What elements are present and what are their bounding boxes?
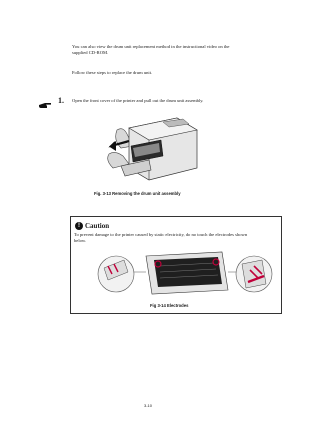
follow-steps-text: Follow these steps to replace the drum unit. (72, 70, 153, 75)
pointing-hand-icon (38, 96, 52, 105)
caution-text (74, 232, 280, 245)
intro-line-2: supplied CD-ROM. (72, 50, 109, 56)
caution-icon: ! (75, 222, 83, 230)
step-number: 1. (58, 96, 64, 105)
fig-3-13-caption: Fig. 3-13 Removing the drum unit assembly (94, 191, 181, 196)
drum-removal-illustration (103, 110, 203, 186)
page-number: 3-10 (144, 403, 153, 408)
intro-paragraph (72, 44, 282, 57)
caution-line-2: below. (74, 238, 87, 244)
intro-line-1: You can also view the drum unit replacement method in the instructional video on the (72, 44, 230, 49)
caution-title: Caution (85, 222, 110, 230)
caution-line-1: To prevent damage to the printer caused by static electricity, do no touch the electrodes shown (74, 232, 248, 237)
fig-3-14-caption: Fig 3-14 Electrodes (150, 303, 189, 308)
step-1-text: Open the front cover of the printer and pull out the drum unit assembly. (72, 98, 204, 103)
electrodes-illustration (94, 246, 274, 300)
